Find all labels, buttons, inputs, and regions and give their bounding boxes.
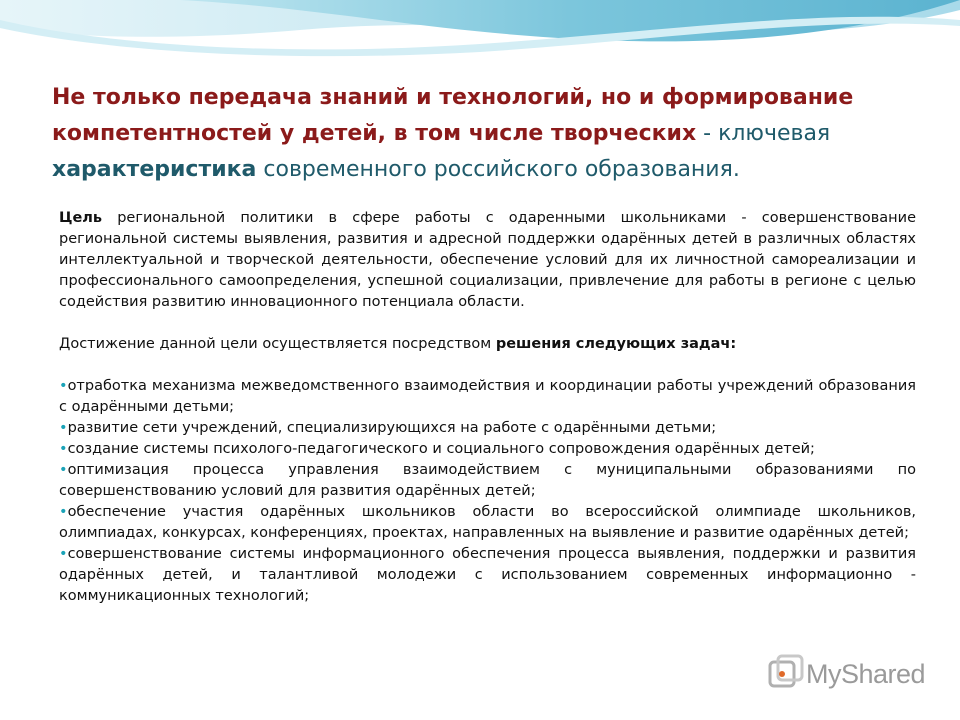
- goal-label: Цель: [59, 210, 103, 226]
- task-list: [59, 376, 916, 607]
- bullet-icon: •: [59, 420, 68, 436]
- title-part-bold: Не только передача знаний и технологий, но и формирование компетентностей у детей, в том числе творческих: [52, 85, 854, 146]
- achievement-text: Достижение данной цели осуществляется посредством: [59, 336, 496, 352]
- slide-body: [59, 208, 916, 607]
- header-wave-decoration: [0, 0, 960, 80]
- myshared-logo[interactable]: [766, 654, 925, 694]
- goal-paragraph: [59, 208, 916, 313]
- achievement-bold: решения следующих задач:: [495, 336, 737, 352]
- list-item: •отработка механизма межведомственного взаимодействия и координации работы учреждений образования с одарёнными детьми;: [59, 378, 916, 415]
- title-part-characteristic: характеристика: [52, 157, 257, 182]
- goal-text: региональной политики в сфере работы с одаренными школьниками - совершенствование региональной системы выявления, развития и адресной поддержки одарённых детей в различных областях интеллектуальной и творческой деятельности, обеспечение условий для их личностной самореализации и профессионального самоопределения, успешной социализации, привлечение для работы в регионе с целью содействия развитию инновационного потенциала области.: [59, 210, 916, 310]
- title-part-end: современного российского образования.: [256, 157, 740, 182]
- bullet-icon: •: [59, 504, 68, 520]
- bullet-icon: •: [59, 441, 68, 457]
- bullet-icon: •: [59, 462, 68, 478]
- logo-text: MyShared: [806, 658, 926, 689]
- list-item: •оптимизация процесса управления взаимодействием с муниципальными образованиями по совершенствованию условий для развития одарённых детей;: [59, 462, 916, 499]
- list-item: •создание системы психолого-педагогического и социального сопровождения одарённых детей;: [59, 441, 815, 457]
- list-item: •совершенствование системы информационного обеспечения процесса выявления, поддержки и развития одарённых детей, и талантливой молодежи с использованием современных информационно - коммуникационных технологий;: [59, 546, 916, 604]
- list-item: •обеспечение участия одарённых школьников области во всероссийской олимпиаде школьников, олимпиадах, конкурсах, конференциях, проектах, направленных на выявление и развитие одарённых детей;: [59, 504, 916, 541]
- slide-title: [52, 80, 932, 188]
- bullet-icon: •: [59, 546, 68, 562]
- achievement-paragraph: [59, 334, 916, 355]
- bullet-icon: •: [59, 378, 68, 394]
- list-item: •развитие сети учреждений, специализирующихся на работе с одарёнными детьми;: [59, 420, 717, 436]
- title-part-dash: - ключевая: [696, 121, 831, 146]
- logo-icon: [766, 654, 806, 694]
